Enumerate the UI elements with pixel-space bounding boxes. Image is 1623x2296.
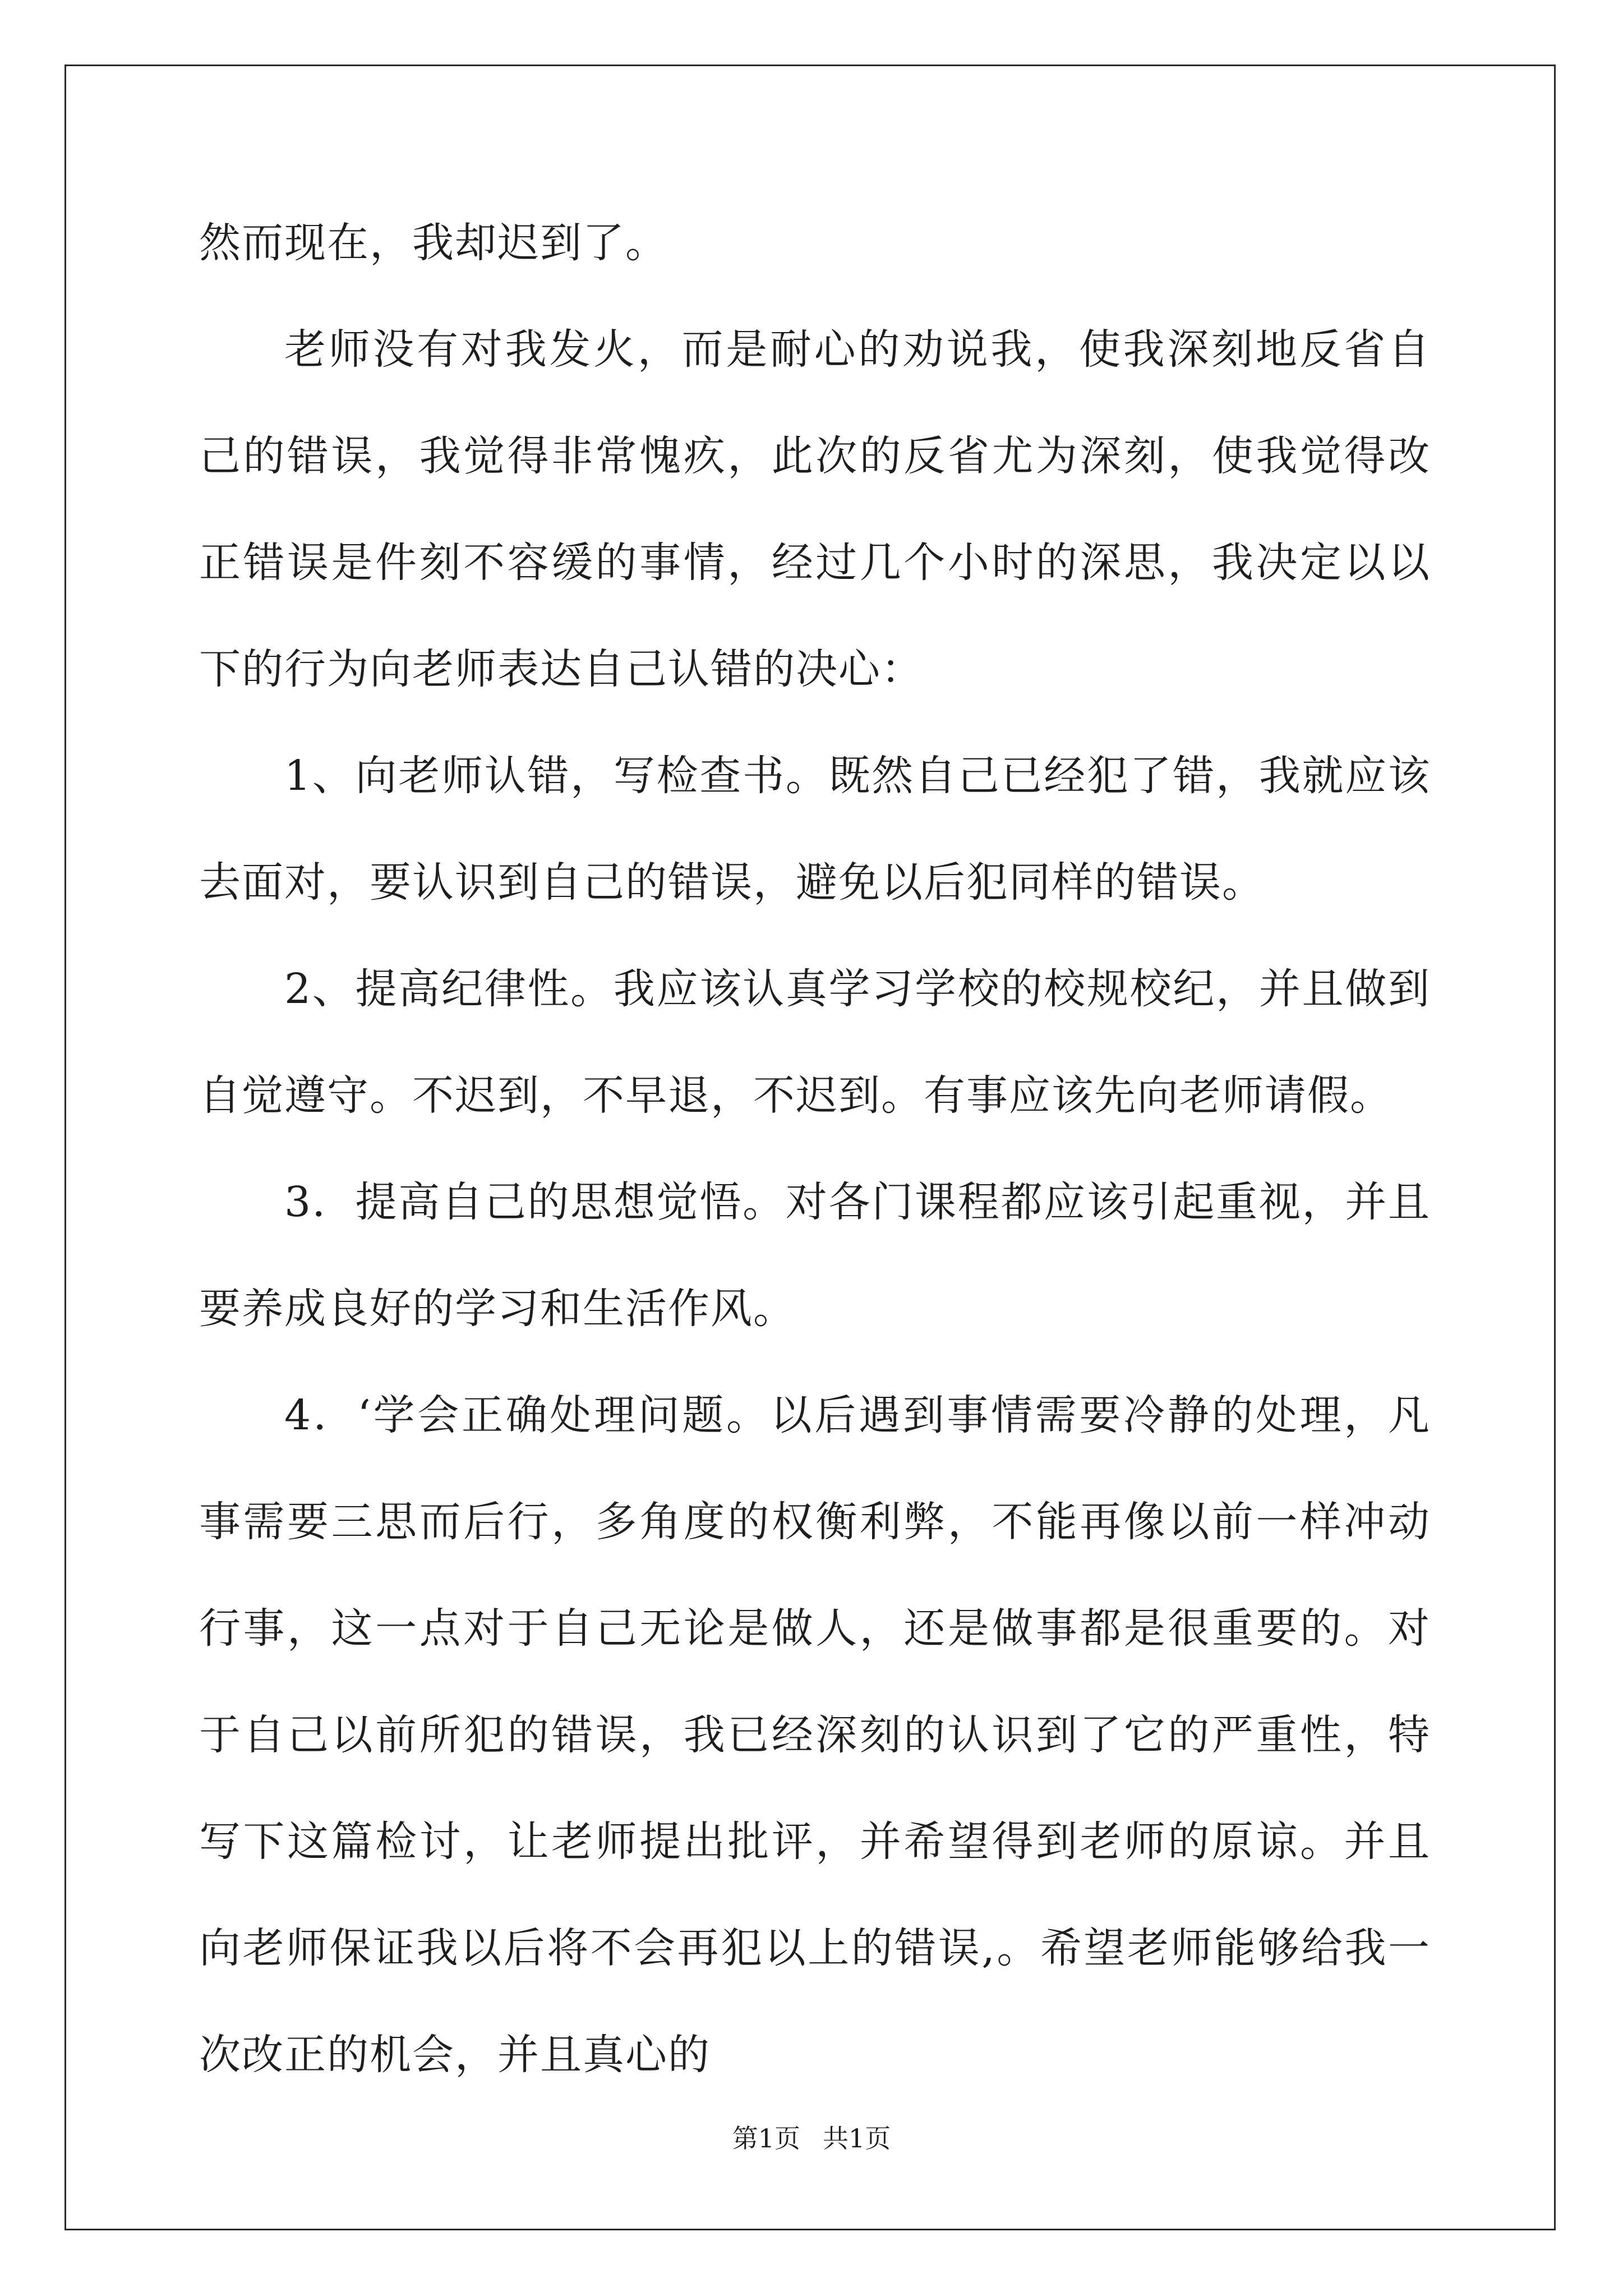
paragraph-4: 2、提高纪律性。我应该认真学习学校的校规校纪，并且做到自觉遵守。不迟到，不早退，不迟到。有事应该先向老师请假。	[199, 965, 1431, 1120]
page-footer	[0, 2122, 1623, 2155]
page-current-label: 第1页	[732, 2123, 800, 2154]
paragraph-6: 4．‘学会正确处理问题。以后遇到事情需要冷静的处理，凡事需要三思而后行，多角度的权衡利弊，不能再像以前一样冲动行事，这一点对于自己无论是做人，还是做事都是很重要的。对于自己以前所犯的错误，我已经深刻的认识到了它的严重性，特写下这篇检讨，让老师提出批评，并希望得到老师的原谅。并且向老师保证我以后将不会再犯以上的错误,。希望老师能够给我一次改正的机会，并且真心的	[199, 1391, 1431, 2079]
paragraph-2: 老师没有对我发火，而是耐心的劝说我，使我深刻地反省自己的错误，我觉得非常愧疚，此次的反省尤为深刻，使我觉得改正错误是件刻不容缓的事情，经过几个小时的深思，我决定以以下的行为向老师表达自己认错的决心：	[199, 325, 1431, 693]
paragraph-5: 3．提高自己的思想觉悟。对各门课程都应该引起重视，并且要养成良好的学习和生活作风。	[199, 1178, 1431, 1333]
document-body	[199, 190, 1431, 2108]
page-total-label: 共1页	[823, 2123, 891, 2154]
paragraph-1: 然而现在，我却迟到了。	[199, 219, 668, 267]
paragraph-3: 1、向老师认错，写检查书。既然自己已经犯了错，我就应该去面对，要认识到自己的错误，避免以后犯同样的错误。	[199, 752, 1431, 907]
